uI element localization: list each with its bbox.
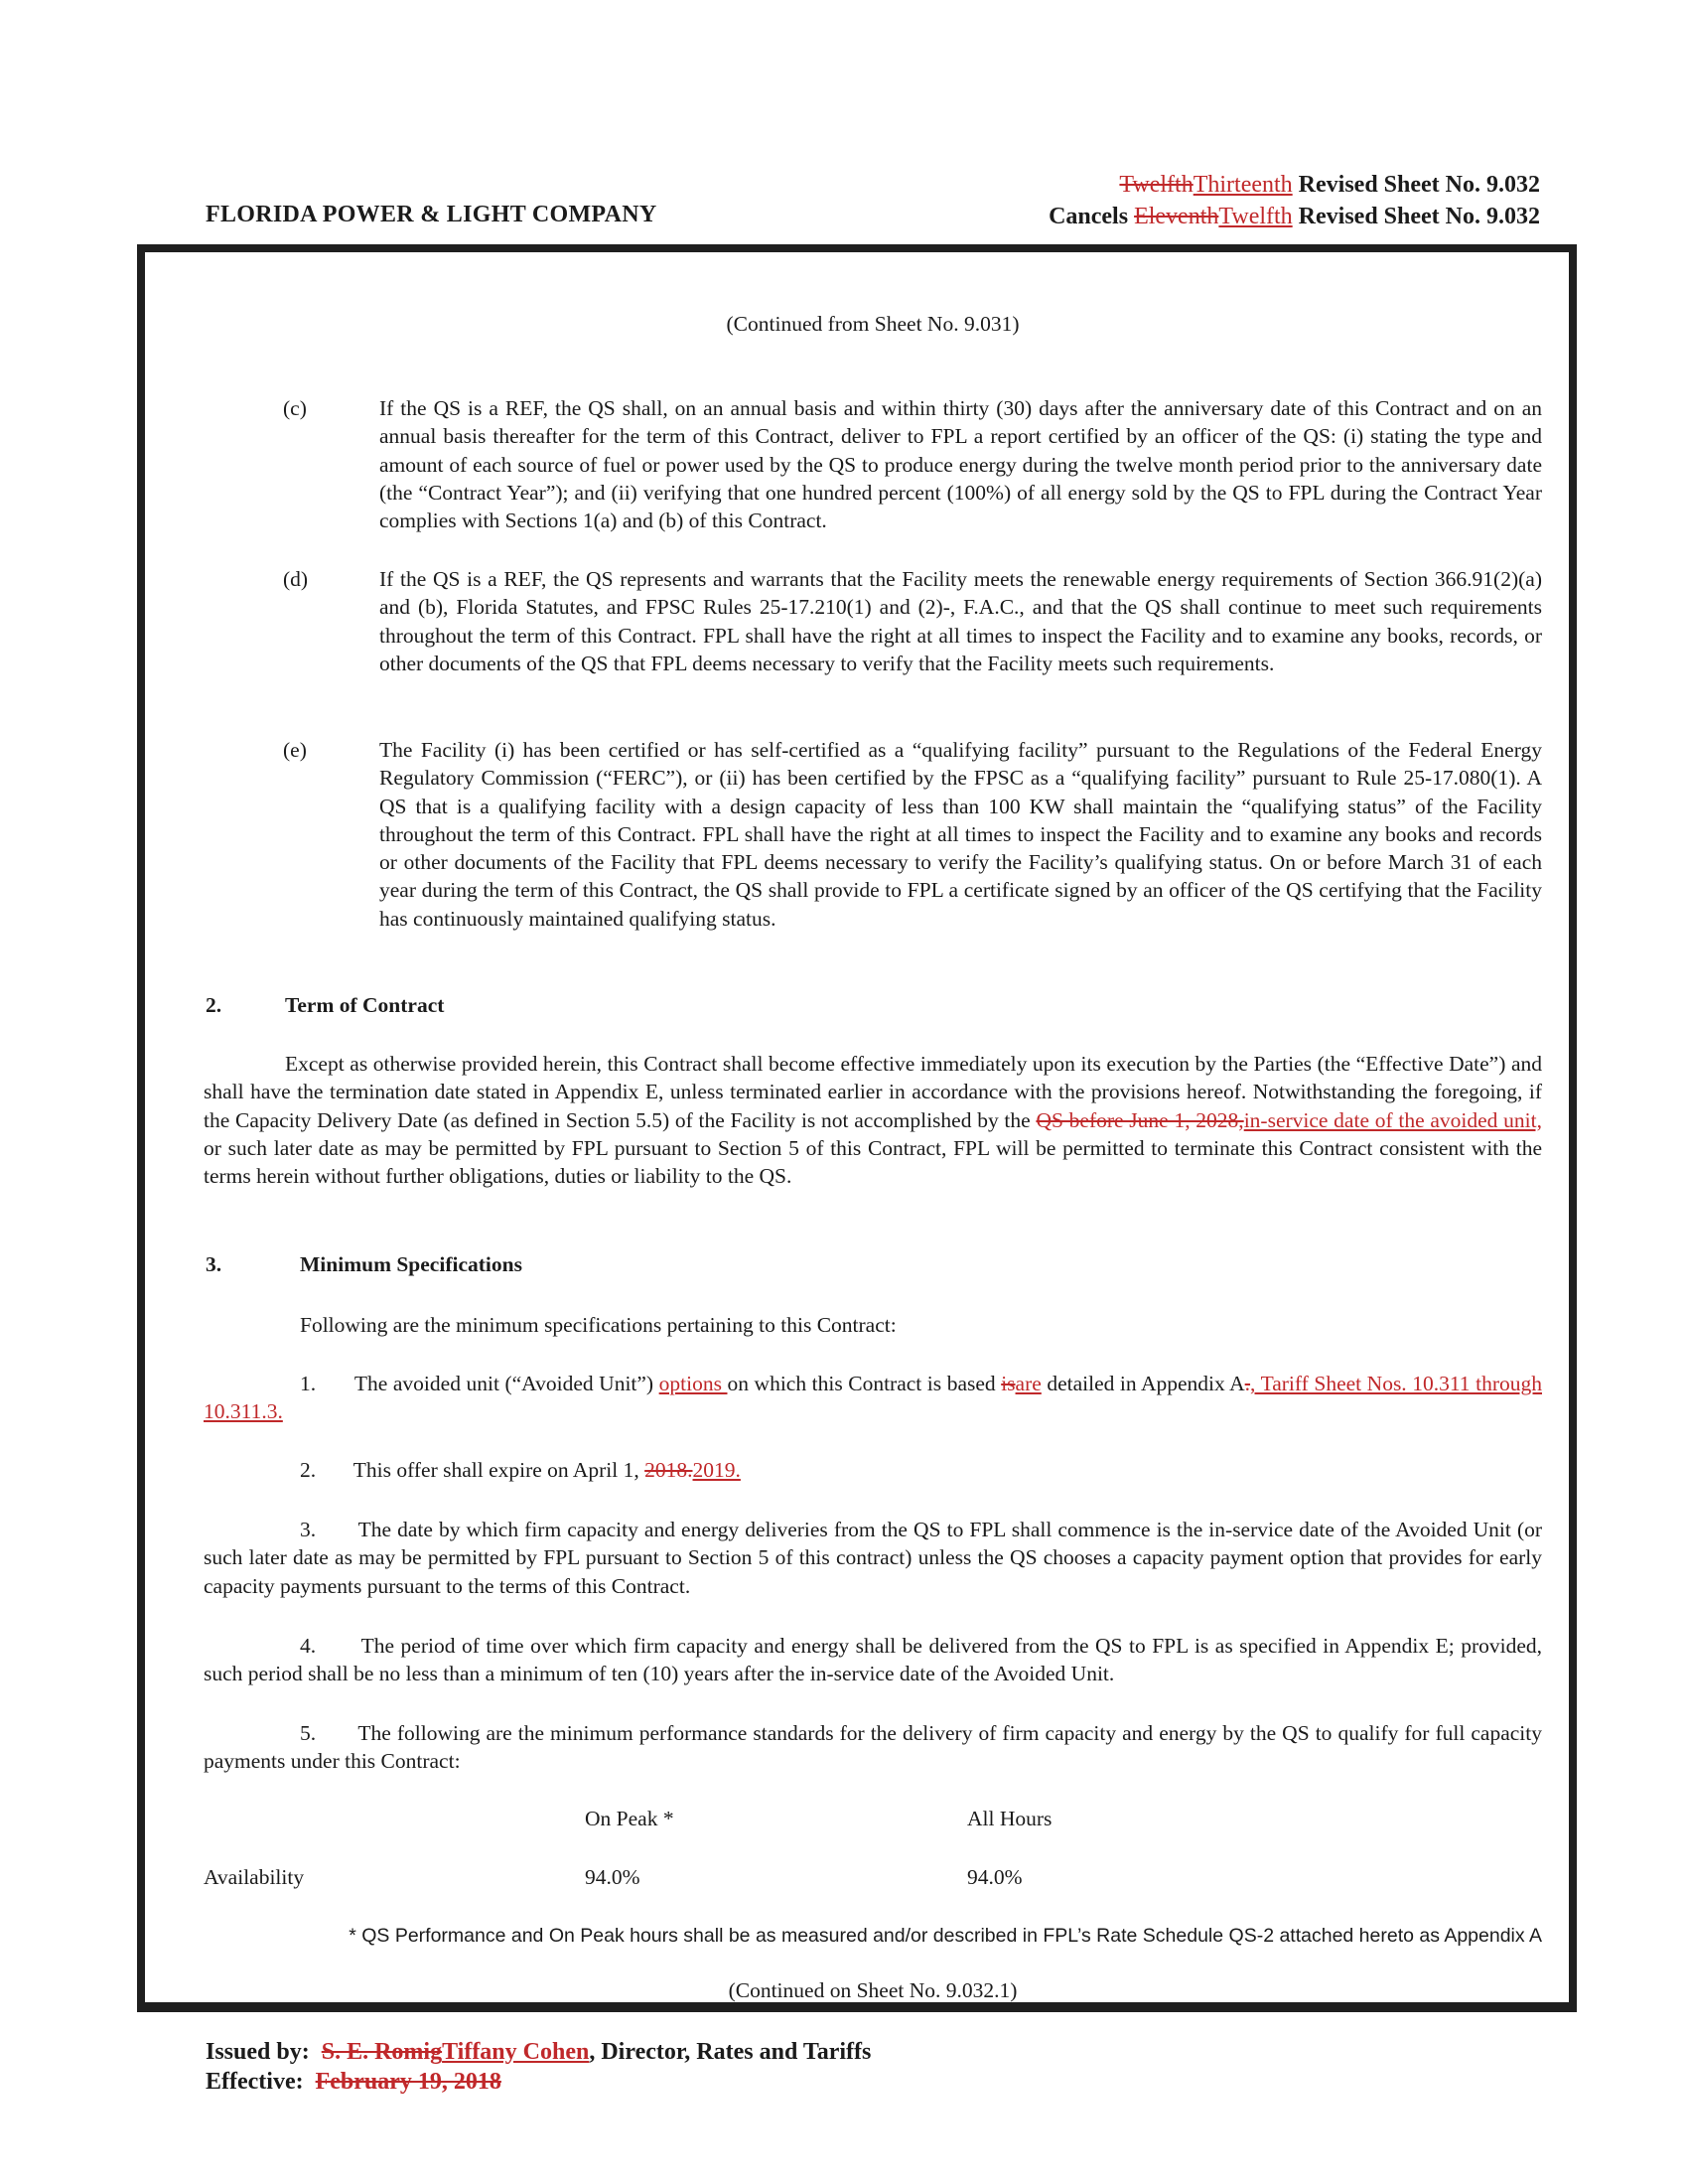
table-cell-all-hours: 94.0% (967, 1865, 1023, 1889)
paragraph-text: Except as otherwise provided herein, this Contract shall become effective immediately upon its execution by the Parties (the “Effective Date”) and shall have the termination date stated in Appendix E, unless terminated earlier in accordance with the provisions hereof. Notwithstanding the foregoing, if the Capacity Delivery Date (as defined in Section 5.5) of the Facility is not accomplished by the (204, 1052, 1542, 1132)
deleted-text: S. E. Romig (321, 2039, 443, 2065)
inserted-text: options (658, 1372, 728, 1395)
deleted-text: . (1244, 1372, 1251, 1395)
sheet-revision-header (1049, 169, 1540, 232)
inserted-text: , Tariff Sheet Nos. 10.311 through 10.311.3. (204, 1372, 1542, 1424)
section-title: Minimum Specifications (300, 1252, 522, 1276)
item-label: (c) (283, 396, 307, 420)
spec-text: on which this Contract is based (727, 1372, 1002, 1395)
section-number: 2. (206, 993, 222, 1017)
spec-text: The date by which firm capacity and energy deliveries from the QS to FPL shall commence is the in-service date of the Avoided Unit (or such later date as may be permitted by FPL pursuant to Section 5 of this contract) unless the QS chooses a capacity payment option that provides for early capacity payments pursuant to the terms of this Contract. (204, 1518, 1543, 1598)
spec-item (204, 1370, 1542, 1426)
table-header-on-peak: On Peak * (585, 1807, 674, 1830)
paragraph-text: or such later date as may be permitted by FPL pursuant to Section 5 of this Contract, FPL will be permitted to terminate this Contract consistent with the terms herein without further obligations, duties or liability to the QS. (204, 1135, 1542, 1189)
issued-title: , Director, Rates and Tariffs (589, 2039, 872, 2065)
continued-on: (Continued on Sheet No. 9.032.1) (728, 1978, 1018, 2002)
spec-item (204, 1456, 1542, 1484)
inserted-text: Thirteenth (1193, 172, 1293, 198)
table-cell-on-peak: 94.0% (585, 1865, 640, 1889)
inserted-text: are (1015, 1372, 1042, 1395)
performance-footnote: * QS Performance and On Peak hours shall be as measured and/or described in FPL’s Rate Schedule QS-2 attached hereto as Appendix A (349, 1925, 1542, 1947)
table-header-all-hours: All Hours (967, 1807, 1053, 1830)
inserted-text: Twelfth (1218, 204, 1293, 229)
section-3-intro: Following are the minimum specifications pertaining to this Contract: (300, 1313, 897, 1337)
deleted-text: Twelfth (1119, 172, 1194, 198)
effective-label: Effective: (206, 2069, 304, 2095)
section-2-paragraph (204, 1050, 1542, 1190)
deleted-text: February 19, 2018 (315, 2069, 501, 2095)
issued-label: Issued by: (206, 2039, 310, 2065)
section-title: Term of Contract (285, 993, 445, 1017)
spec-item (204, 1719, 1542, 1776)
item-label: (d) (283, 567, 309, 591)
spec-number: 1. (300, 1372, 317, 1395)
company-name: FLORIDA POWER & LIGHT COMPANY (206, 202, 657, 227)
revision-line-2 (1049, 201, 1540, 232)
spec-number: 3. (300, 1518, 317, 1541)
inserted-text: in-service date of the avoided unit, (1243, 1107, 1542, 1132)
item-text: The Facility (i) has been certified or has self-certified as a “qualifying facility” pursuant to the Regulations of the Federal Energy Regulatory Commission (“FERC”), or (ii) has been certified by the FPSC as a “qualifying facility” pursuant to Rule 25-17.080(1). A QS that is a qualifying facility with a design capacity of less than 100 KW shall maintain the “qualifying status” of the Facility throughout the term of this Contract. FPL shall have the right at all times to inspect the Facility and to examine any books and records or other documents of the Facility that FPL deems necessary to verify the Facility’s qualifying status. On or before March 31 of each year during the term of this Contract, the QS shall provide to FPL a certificate signed by an officer of the QS certifying that the Facility has continuously maintained qualifying status. (379, 738, 1542, 931)
issued-by (206, 2037, 871, 2067)
spec-number: 4. (300, 1634, 317, 1658)
inserted-text: Tiffany Cohen (442, 2039, 590, 2065)
revision-line-1 (1049, 169, 1540, 201)
revision-line-1-rest: Revised Sheet No. 9.032 (1292, 172, 1540, 198)
deleted-text: 2018. (644, 1458, 693, 1482)
item-label: (e) (283, 738, 307, 762)
deleted-text: Eleventh (1134, 204, 1219, 229)
spec-text: This offer shall expire on April 1, (352, 1458, 645, 1482)
spec-number: 5. (300, 1721, 317, 1745)
item-text: If the QS is a REF, the QS shall, on an annual basis and within thirty (30) days after the anniversary date of this Contract and on an annual basis thereafter for the term of this Contract, deliver to FPL a report certified by an officer of the QS: (i) stating the type and amount of each source of fuel or power used by the QS to produce energy during the twelve month period prior to the anniversary date (the “Contract Year”); and (ii) verifying that one hundred percent (100%) of all energy sold by the QS to FPL during the Contract Year complies with Sections 1(a) and (b) of this Contract. (379, 396, 1542, 533)
spec-text: detailed in Appendix A (1041, 1372, 1245, 1395)
spec-text: The avoided unit (“Avoided Unit”) (353, 1372, 659, 1395)
revision-line-2-rest: Revised Sheet No. 9.032 (1292, 204, 1540, 229)
spec-text: The following are the minimum performance standards for the delivery of firm capacity and energy by the QS to qualify for full capacity payments under this Contract: (204, 1721, 1543, 1774)
spec-number: 2. (300, 1458, 317, 1482)
cancels-label: Cancels (1049, 204, 1135, 229)
item-text: If the QS is a REF, the QS represents and warrants that the Facility meets the renewable energy requirements of Section 366.91(2)(a) and (b), Florida Statutes, and FPSC Rules 25-17.210(1) and (2)-, F.A.C., and that the QS shall continue to meet such requirements throughout the term of this Contract. FPL shall have the right at all times to inspect the Facility and to examine any books, records, or other documents of the QS that FPL deems necessary to verify that the Facility meets such requirements. (379, 567, 1542, 675)
section-number: 3. (206, 1252, 222, 1276)
deleted-text: is (1001, 1372, 1016, 1395)
spec-item (204, 1516, 1542, 1600)
spec-text: The period of time over which firm capacity and energy shall be delivered from the QS to FPL is as specified in Appendix E; provided, such period shall be no less than a minimum of ten (10) years after the in-service date of the Avoided Unit. (204, 1634, 1543, 1686)
effective-date (206, 2067, 501, 2097)
spec-item (204, 1632, 1542, 1688)
continued-from: (Continued from Sheet No. 9.031) (726, 312, 1020, 336)
table-row-label: Availability (204, 1865, 305, 1889)
deleted-text: QS before June 1, 2028, (1036, 1107, 1244, 1132)
inserted-text: 2019. (692, 1458, 741, 1482)
